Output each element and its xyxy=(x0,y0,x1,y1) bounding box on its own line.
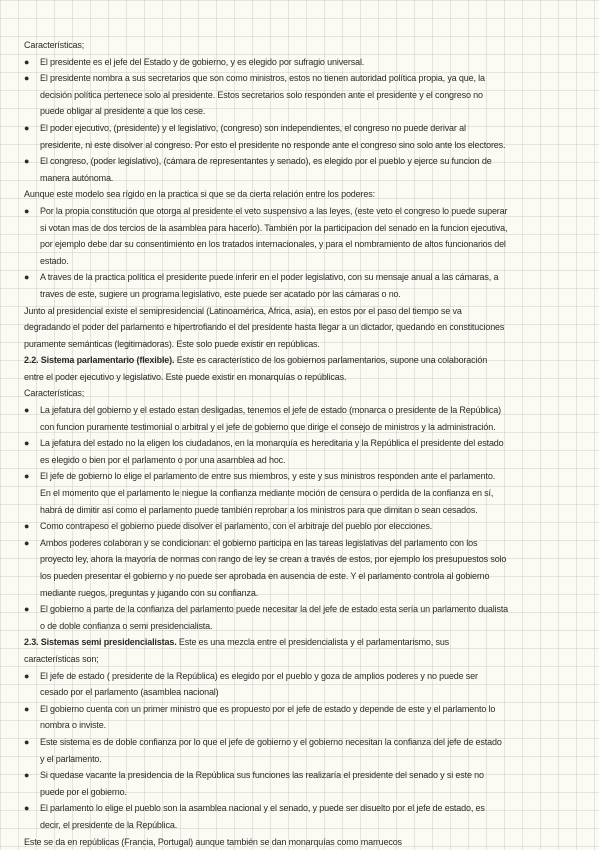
list-item xyxy=(24,402,581,435)
list-item-text xyxy=(40,767,581,800)
text-line: Como contrapeso el gobierno puede disolver el parlamento, con el arbitraje del pueblo por elecciones. xyxy=(40,518,581,535)
heading-title: 2.3. Sistemas semi presidencialistas. xyxy=(24,637,177,647)
list-item xyxy=(24,701,581,734)
text-line: puede obligar al presidente a que los cese. xyxy=(40,103,581,120)
list-item-text xyxy=(40,535,581,601)
bullet-icon: ● xyxy=(24,800,34,817)
bullet-icon: ● xyxy=(24,269,34,286)
list-item-text xyxy=(40,402,581,435)
text-line: Este se da en repúblicas (Francia, Portugal) aunque también se dan monarquías como marruecos xyxy=(24,834,581,850)
text-line: con funcion puramente testimonial o arbitral y el jefe de gobierno que dirige el consejo de ministros y la administración. xyxy=(40,419,581,436)
list-item-text xyxy=(40,203,581,269)
text-line: o de doble confianza o semi presidencialista. xyxy=(40,618,581,635)
paragraph xyxy=(24,186,581,203)
list-item-text xyxy=(40,518,581,535)
list-item-text xyxy=(40,734,581,767)
paragraph xyxy=(24,303,581,353)
text-line: La jefatura del gobierno y el estado estan desligadas, tenemos el jefe de estado (monarca o presidente de la República) xyxy=(40,402,581,419)
text-line: El gobierno cuenta con un primer ministro que es propuesto por el jefe de estado y depende de este y el parlamento lo xyxy=(40,701,581,718)
text-line: cesado por el parlamento (asamblea nacional) xyxy=(40,684,581,701)
text-line: degradando el poder del parlamento e hipertrofiando el del presidente hasta llegar a un dictador, quedando en constituciones xyxy=(24,319,581,336)
text-line: los pueden presentar el gobierno y no puede ser aprobada en ausencia de este. Y el parlamento controla al gobierno xyxy=(40,568,581,585)
list-item xyxy=(24,435,581,468)
list-item-text xyxy=(40,70,581,120)
bullet-icon: ● xyxy=(24,535,34,552)
text-line: Por la propia constitución que otorga al presidente el veto suspensivo a las leyes, (este veto el congreso lo puede superar xyxy=(40,203,581,220)
list-item xyxy=(24,800,581,833)
text-line: Características; xyxy=(24,385,581,402)
text-line: características son; xyxy=(24,651,581,668)
text-line: Si quedase vacante la presidencia de la República sus funciones las realizaría el presidente del senado y si este no xyxy=(40,767,581,784)
list-item-text xyxy=(40,601,581,634)
bullet-list xyxy=(24,203,581,303)
list-item xyxy=(24,734,581,767)
text-line: estado. xyxy=(40,253,581,270)
text-line: El presidente nombra a sus secretarios que son como ministros, estos no tienen autoridad política propia, ya que, la xyxy=(40,70,581,87)
text-line: Ambos poderes colaboran y se condicionan: el gobierno participa en las tareas legislativas del parlamento con los xyxy=(40,535,581,552)
heading-text: Este es una mezcla entre el presidencialista y el parlamentarismo, sus xyxy=(177,637,449,647)
list-item xyxy=(24,535,581,601)
text-line: El jefe de estado ( presidente de la República) es elegido por el pueblo y goza de amplios poderes y no puede ser xyxy=(40,668,581,685)
text-line: El presidente es el jefe del Estado y de gobierno, y es elegido por sufragio universal. xyxy=(40,54,581,71)
list-item xyxy=(24,668,581,701)
list-item xyxy=(24,468,581,518)
section-heading xyxy=(24,634,581,667)
bullet-icon: ● xyxy=(24,734,34,751)
text-line: por ejemplo debe dar su consentimiento en los tratados internacionales, y para el nombramiento de altos funcionarios del xyxy=(40,236,581,253)
text-line: mediante ruegos, preguntas y jugando con su confianza. xyxy=(40,585,581,602)
text-line: puramente semánticas (legitimadoras). Este solo puede existir en repúblicas. xyxy=(24,336,581,353)
bullet-icon: ● xyxy=(24,70,34,87)
text-line: habrá de dimitir así como el parlamento puede también reprobar a los ministros para que dimitan o sean cesados. xyxy=(40,502,581,519)
list-item xyxy=(24,203,581,269)
text-line: si votan mas de dos tercios de la asamblea para hacerlo). También por la participacion del senado en la funcion ejecutiva, xyxy=(40,220,581,237)
bullet-list xyxy=(24,668,581,834)
bullet-icon: ● xyxy=(24,518,34,535)
list-item xyxy=(24,153,581,186)
list-item-text xyxy=(40,468,581,518)
list-item xyxy=(24,54,581,71)
section-heading xyxy=(24,352,581,385)
paragraph xyxy=(24,385,581,402)
text-line: El congreso, (poder legislativo), (cámara de representantes y senado), es elegido por el pueblo y ejerce su funcion de xyxy=(40,153,581,170)
list-item xyxy=(24,601,581,634)
bullet-icon: ● xyxy=(24,767,34,784)
text-line: A traves de la practica política el presidente puede inferir en el poder legislativo, con su mensaje anual a las cámaras, a xyxy=(40,269,581,286)
heading-title: 2.2. Sistema parlamentario (flexible). xyxy=(24,355,174,365)
list-item-text xyxy=(40,701,581,734)
bullet-icon: ● xyxy=(24,120,34,137)
heading-text: Este es característico de los gobiernos parlamentarios, supone una colaboración xyxy=(174,355,487,365)
text-line: La jefatura del estado no la eligen los ciudadanos, en la monarquía es hereditaria y la República el presidente del estado xyxy=(40,435,581,452)
text-line: En el momento que el parlamento le niegue la confianza mediante moción de censura o perdida de la confianza en sí, xyxy=(40,485,581,502)
text-line: Aunque este modelo sea rígido en la practica si que se da cierta relación entre los poderes: xyxy=(24,186,581,203)
text-line: decisión política pertenece solo al presidente. Estos secretarios solo responden ante el presidente y el congreso no xyxy=(40,87,581,104)
heading-line xyxy=(24,352,581,369)
list-item-text xyxy=(40,153,581,186)
text-line: manera autónoma. xyxy=(40,170,581,187)
bullet-icon: ● xyxy=(24,601,34,618)
text-line: es elegido o bien por el parlamento o por una asamblea ad hoc. xyxy=(40,452,581,469)
list-item xyxy=(24,120,581,153)
text-line: El poder ejecutivo, (presidente) y el legislativo, (congreso) son independientes, el congreso no puede derivar al xyxy=(40,120,581,137)
list-item-text xyxy=(40,435,581,468)
list-item-text xyxy=(40,668,581,701)
text-line: presidente, ni este disolver al congreso. Por esto el presidente no responde ante el congreso sino solo ante los electores. xyxy=(40,137,581,154)
bullet-list xyxy=(24,402,581,634)
text-line: decir, el presidente de la República. xyxy=(40,817,581,834)
list-item-text xyxy=(40,269,581,302)
text-line: proyecto ley, ahora la mayoría de normas con rango de ley se crean a través de estos, por ejemplo los presupuestos solo xyxy=(40,551,581,568)
list-item xyxy=(24,70,581,120)
list-item xyxy=(24,518,581,535)
list-item xyxy=(24,767,581,800)
text-line: traves de este, sugiere un programa legislativo, este puede ser acatado por las cámaras o no. xyxy=(40,286,581,303)
text-line: entre el poder ejecutivo y legislativo. Este puede existir en monarquías o repúblicas. xyxy=(24,369,581,386)
text-line: Este sistema es de doble confianza por lo que el jefe de gobierno y el gobierno necesitan la confianza del jefe de estado xyxy=(40,734,581,751)
text-line: y el parlamento. xyxy=(40,751,581,768)
text-line: Características; xyxy=(24,37,581,54)
list-item xyxy=(24,269,581,302)
bullet-icon: ● xyxy=(24,203,34,220)
text-line: puede por el gobierno. xyxy=(40,784,581,801)
text-line: nombra o inviste. xyxy=(40,717,581,734)
list-item-text xyxy=(40,54,581,71)
list-item-text xyxy=(40,120,581,153)
bullet-icon: ● xyxy=(24,435,34,452)
text-line: Junto al presidencial existe el semipresidencial (Latinoamérica, Africa, asia), en estos por el paso del tiempo se va xyxy=(24,303,581,320)
text-line: El parlamento lo elige el pueblo son la asamblea nacional y el senado, y puede ser disuelto por el jefe de estado, es xyxy=(40,800,581,817)
text-line: El gobierno a parte de la confianza del parlamento puede necesitar la del jefe de estado esta sería un parlamento dualista xyxy=(40,601,581,618)
text-line: El jefe de gobierno lo elige el parlamento de entre sus miembros, y este y sus ministros responden ante el parlamento. xyxy=(40,468,581,485)
bullet-icon: ● xyxy=(24,54,34,71)
list-item-text xyxy=(40,800,581,833)
bullet-icon: ● xyxy=(24,402,34,419)
bullet-icon: ● xyxy=(24,701,34,718)
document-page xyxy=(24,37,581,850)
bullet-icon: ● xyxy=(24,153,34,170)
heading-line xyxy=(24,634,581,651)
bullet-icon: ● xyxy=(24,668,34,685)
bullet-icon: ● xyxy=(24,468,34,485)
bullet-list xyxy=(24,54,581,187)
paragraph xyxy=(24,37,581,54)
